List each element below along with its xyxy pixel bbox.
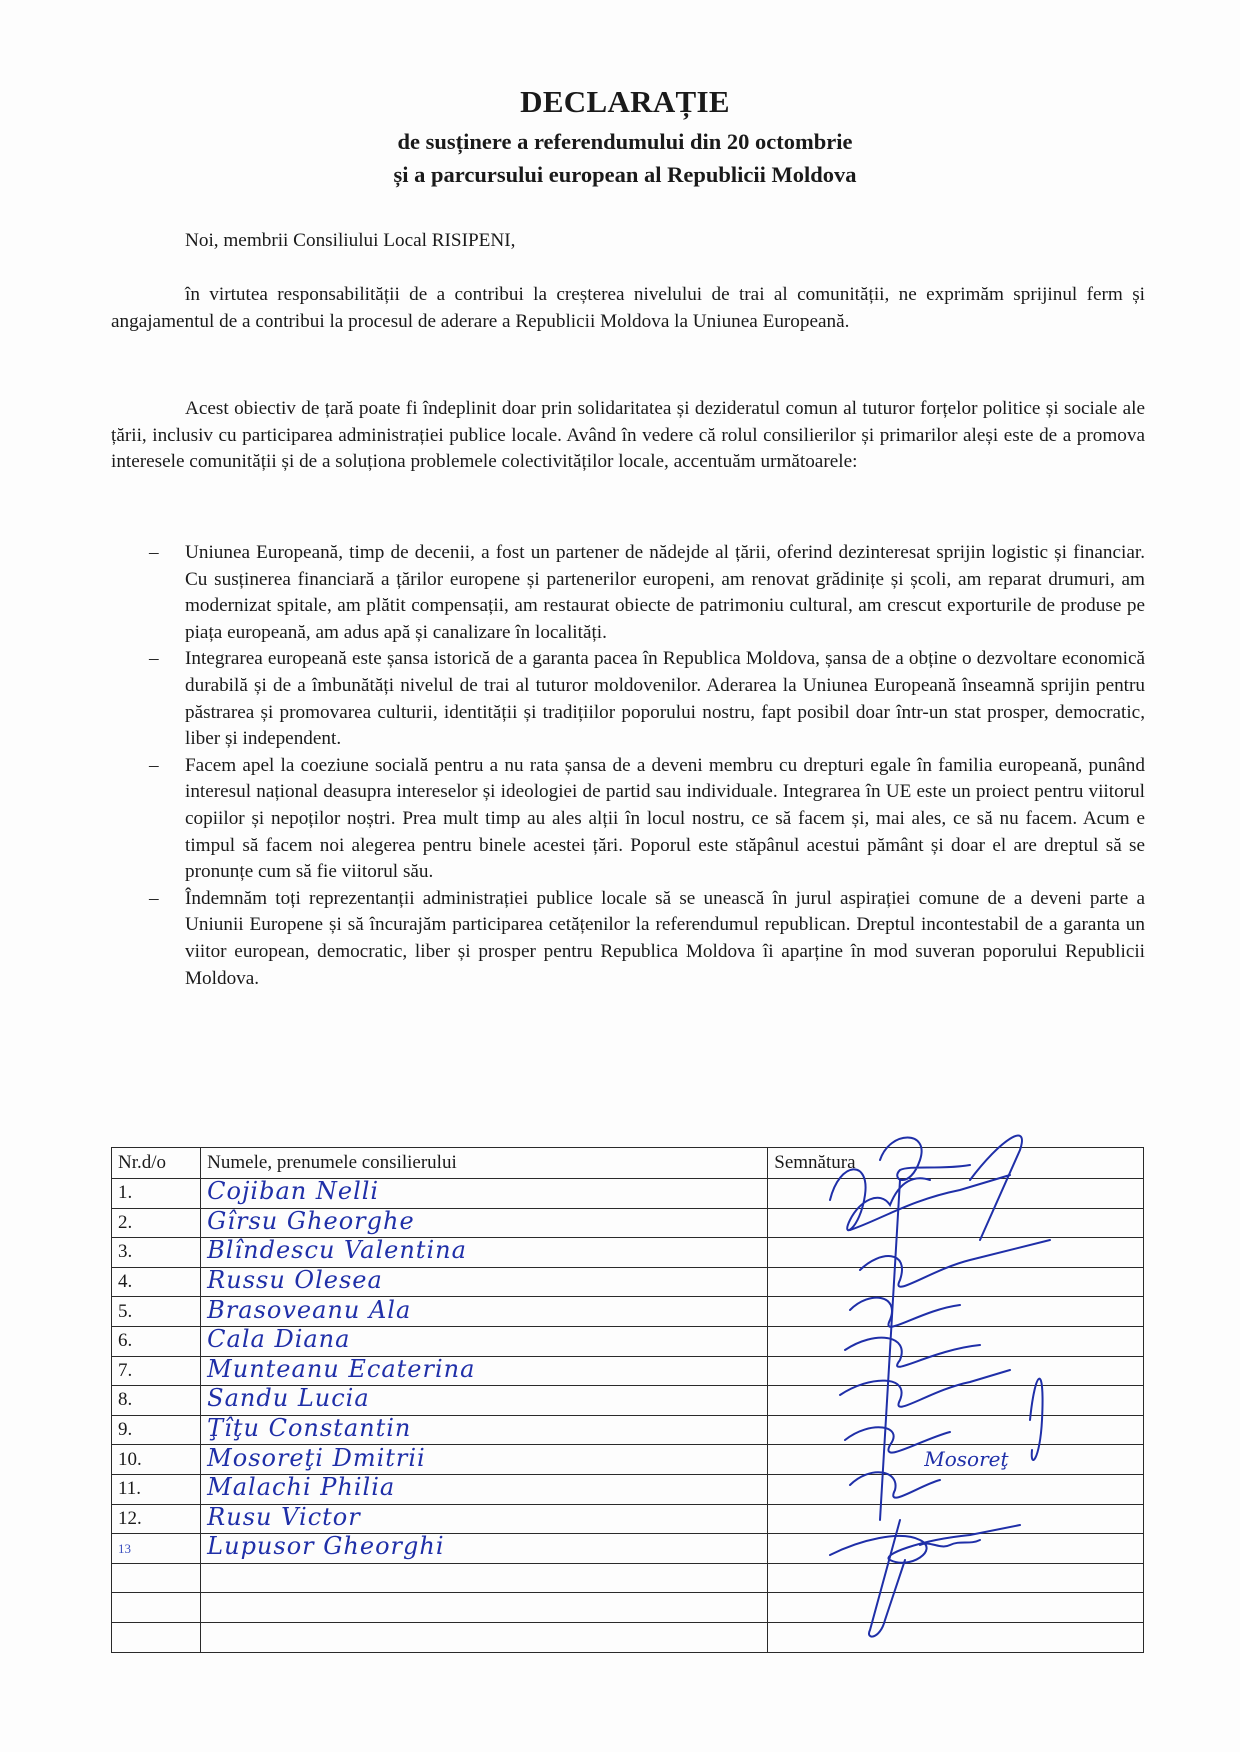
row-number: 9. (112, 1415, 201, 1445)
councillor-name (201, 1179, 768, 1209)
handwritten-signature: Mosoreţ (924, 1447, 1009, 1472)
table-row (112, 1267, 1144, 1297)
row-number: 11. (112, 1474, 201, 1504)
dash-bullet-icon: – (149, 648, 159, 670)
signature-cell (768, 1179, 1144, 1209)
dash-bullet-icon: – (149, 887, 159, 909)
table-row (112, 1474, 1144, 1504)
table-row (112, 1326, 1144, 1356)
table-row (112, 1208, 1144, 1238)
table-row (112, 1297, 1144, 1327)
row-number (112, 1593, 201, 1623)
document-title: DECLARAȚIE (520, 84, 730, 119)
councillor-name (201, 1622, 768, 1652)
councillor-name (201, 1534, 768, 1564)
table-row (112, 1445, 1144, 1475)
row-number: 6. (112, 1326, 201, 1356)
councillor-name (201, 1415, 768, 1445)
row-number: 1. (112, 1179, 201, 1209)
dash-bullet-icon: – (149, 542, 159, 563)
signature-cell (768, 1593, 1144, 1623)
councillor-name (201, 1356, 768, 1386)
handwritten-row-number: 13 (118, 1541, 131, 1557)
handwritten-name: Cojiban Nelli (207, 1177, 380, 1206)
row-number: 5. (112, 1297, 201, 1327)
table-row (112, 1238, 1144, 1268)
signature-cell (768, 1415, 1144, 1445)
dash-bullet-icon: – (149, 754, 159, 776)
handwritten-name: Munteanu Ecaterina (207, 1354, 476, 1383)
table-row-empty (112, 1593, 1144, 1623)
table-row (112, 1356, 1144, 1386)
row-number: 10. (112, 1445, 201, 1475)
signature-cell (768, 1474, 1144, 1504)
declaration-point (111, 753, 1145, 886)
declaration-points-list (111, 540, 1145, 992)
handwritten-name: Sandu Lucia (207, 1384, 370, 1413)
table-row (112, 1179, 1144, 1209)
handwritten-name: Russu Olesea (207, 1266, 383, 1295)
column-header-nr: Nr.d/o (112, 1148, 201, 1179)
signature-cell (768, 1326, 1144, 1356)
declaration-point (111, 646, 1145, 752)
signature-cell (768, 1504, 1144, 1534)
handwritten-name: Blîndescu Valentina (207, 1236, 467, 1265)
signature-cell (768, 1208, 1144, 1238)
handwritten-name: Ţîţu Constantin (207, 1414, 412, 1443)
signature-cell (768, 1238, 1144, 1268)
handwritten-name: Malachi Philia (207, 1473, 396, 1502)
table-row (112, 1534, 1144, 1564)
handwritten-name: Cala Diana (207, 1325, 351, 1354)
handwritten-name: Lupusor Gheorghi (207, 1532, 445, 1561)
row-number (112, 1534, 201, 1564)
declaration-point (111, 540, 1145, 646)
table-row (112, 1504, 1144, 1534)
councillor-name (201, 1445, 768, 1475)
row-number: 3. (112, 1238, 201, 1268)
declaration-point-text: Îndemnăm toți reprezentanții administrației publice locale să se unească în jurul aspirației comune de a deveni parte a Uniunii Europene și să încurajăm participarea cetățenilor la referendumul republican. Dreptul incontestabil de a garanta un viitor european, democratic, liber și prosper pentru Republica Moldova îi aparține în mod suveran poporului Republicii Moldova. (185, 887, 1145, 989)
paragraph-objective (111, 396, 1145, 476)
declaration-point-text: Integrarea europeană este șansa istorică de a garanta pacea în Republica Moldova, șansa de a obține o dezvoltare economică durabilă și de a îmbunătăți nivelul de trai al tuturor moldovenilor. Aderarea la Uniunea Europeană înseamnă sprijin pentru păstrarea și promovarea culturii, identității și tradițiilor poporului nostru, fapt posibil doar într-un stat prosper, democratic, liber și independent. (185, 648, 1145, 750)
row-number: 4. (112, 1267, 201, 1297)
signature-cell (768, 1445, 1144, 1475)
councillor-name (201, 1474, 768, 1504)
signature-cell (768, 1267, 1144, 1297)
declaration-point-text: Facem apel la coeziune socială pentru a nu rata șansa de a deveni membru cu drepturi egale în familia europeană, punând interesul național deasupra intereselor și ideologiei de partid sau individuale. Integrarea în UE este un proiect pentru viitorul copiilor și nepoților noștri. Prea mult timp au ales alții în locul nostru, ce să facem și, mai ales, ce să nu facem. Acum e timpul să facem noi alegerea pentru binele acestei țări. Poporul este stăpânul acestui pământ și doar el are dreptul să se pronunțe cum să fie viitorul său. (185, 754, 1145, 883)
document-subtitle-line1: de susținere a referendumului din 20 octombrie (397, 129, 853, 154)
councillor-name (201, 1238, 768, 1268)
councillor-name (201, 1386, 768, 1416)
row-number: 7. (112, 1356, 201, 1386)
table-header-row (112, 1148, 1144, 1179)
table-row-empty (112, 1622, 1144, 1652)
table-row (112, 1415, 1144, 1445)
signature-cell (768, 1386, 1144, 1416)
councillor-name (201, 1504, 768, 1534)
councillor-name (201, 1563, 768, 1593)
declaration-point (111, 886, 1145, 992)
signature-cell (768, 1534, 1144, 1564)
column-header-signature: Semnătura (768, 1148, 1144, 1179)
councillor-name (201, 1267, 768, 1297)
councillor-name (201, 1326, 768, 1356)
handwritten-name: Rusu Victor (207, 1502, 361, 1531)
handwritten-name: Brasoveanu Ala (207, 1295, 412, 1324)
column-header-name: Numele, prenumele consilierului (201, 1148, 768, 1179)
row-number: 8. (112, 1386, 201, 1416)
handwritten-name: Gîrsu Gheorghe (207, 1206, 415, 1235)
councillor-name (201, 1297, 768, 1327)
table-row-empty (112, 1563, 1144, 1593)
paragraph-objective-text: Acest obiectiv de țară poate fi îndeplinit doar prin solidaritatea și dezideratul comun al tuturor forțelor politice și sociale ale țării, inclusiv cu participarea administrației publice locale. Având în vedere că rolul consilierilor și primarilor aleși este de a promova interesele comunității și de a soluționa problemele colectivităților locale, accentuăm următoarele: (111, 398, 1145, 472)
paragraph-intro (111, 282, 1145, 335)
handwritten-name: Mosoreţi Dmitrii (207, 1443, 426, 1472)
signature-cell (768, 1622, 1144, 1652)
row-number: 12. (112, 1504, 201, 1534)
row-number (112, 1563, 201, 1593)
paragraph-intro-text: în virtutea responsabilității de a contribui la creșterea nivelului de trai al comunității, ne exprimăm sprijinul ferm și angajamentul de a contribui la procesul de aderare a Republicii Moldova la Uniunea Europeană. (111, 284, 1145, 332)
signature-cell (768, 1356, 1144, 1386)
declaration-point-text: Uniunea Europeană, timp de decenii, a fost un partener de nădejde al țării, oferind dezinteresat sprijin logistic și financiar. Cu susținerea financiară a țărilor europene și partenerilor europeni, am renovat grădinițe și școli, am reparat drumuri, am modernizat spitale, am plătit compensații, am restaurat obiecte de patrimoniu cultural, am crescut exporturile de produse pe piața europeană, am adus apă și canalizare în localități. (185, 542, 1145, 643)
greeting-line: Noi, membrii Consiliului Local RISIPENI, (185, 230, 516, 251)
signature-cell (768, 1563, 1144, 1593)
councillor-name (201, 1208, 768, 1238)
signature-cell (768, 1297, 1144, 1327)
councillor-name (201, 1593, 768, 1623)
row-number (112, 1622, 201, 1652)
signatures-table (111, 1147, 1144, 1653)
document-subtitle-line2: și a parcursului european al Republicii Moldova (393, 162, 857, 187)
table-row (112, 1386, 1144, 1416)
row-number: 2. (112, 1208, 201, 1238)
